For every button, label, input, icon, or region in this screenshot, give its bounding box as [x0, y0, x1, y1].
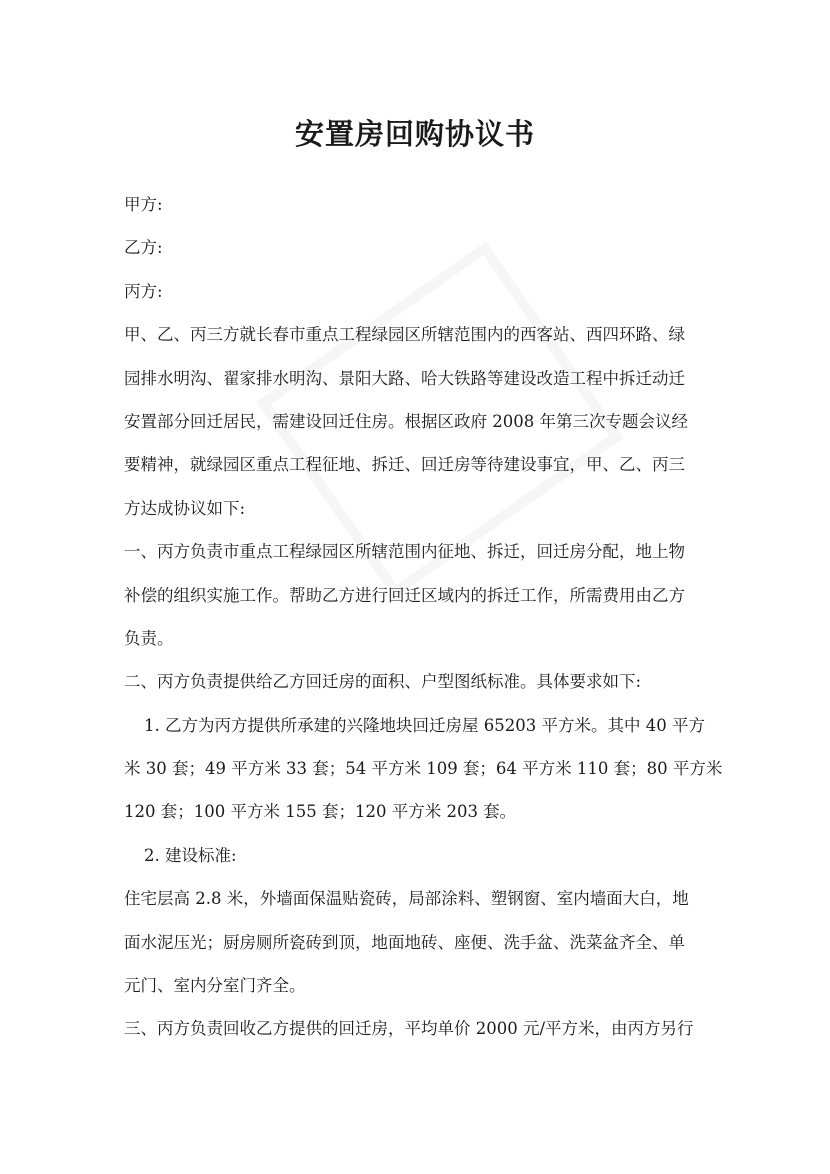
- text-line: 三、丙方负责回收乙方提供的回迁房，平均单价 2000 元/平方米，由丙方另行: [124, 1019, 694, 1039]
- text-line: 面水泥压光；厨房厕所瓷砖到顶，地面地砖、座便、洗手盆、洗菜盆齐全、单: [124, 932, 685, 952]
- list-item: 1. 乙方为丙方提供所承建的兴隆地块回迁房屋 65203 平方米。其中 40 平方: [144, 715, 705, 735]
- text-line: 120 套；100 平方米 155 套；120 平方米 203 套。: [124, 802, 517, 822]
- text-line: 负责。: [124, 628, 174, 648]
- party-a-label: 甲方:: [124, 195, 163, 214]
- party-b-label: 乙方:: [124, 238, 163, 258]
- document-body: [124, 190, 723, 1058]
- text-line: 二、丙方负责提供给乙方回迁房的面积、户型图纸标准。具体要求如下:: [124, 672, 642, 692]
- text-line: 要精神，就绿园区重点工程征地、拆迁、回迁房等待建设事宜，甲、乙、丙三: [124, 455, 685, 475]
- text-line: 一、丙方负责市重点工程绿园区所辖范围内征地、拆迁，回迁房分配，地上物: [124, 542, 685, 562]
- list-item: 2. 建设标准:: [144, 845, 237, 865]
- party-c-label: 丙方:: [124, 281, 163, 301]
- text-line: 安置部分回迁居民，需建设回迁住房。根据区政府 2008 年第三次专题会议经: [124, 411, 688, 431]
- text-line: 米 30 套；49 平方米 33 套；54 平方米 109 套；64 平方米 110 套；80 平方米: [124, 759, 723, 779]
- text-line: 甲、乙、丙三方就长春市重点工程绿园区所辖范围内的西客站、西四环路、绿: [124, 325, 685, 345]
- text-line: 园排水明沟、翟家排水明沟、景阳大路、哈大铁路等建设改造工程中拆迁动迁: [124, 368, 685, 388]
- text-line: 补偿的组织实施工作。帮助乙方进行回迁区域内的拆迁工作，所需费用由乙方: [124, 585, 685, 605]
- text-line: 元门、室内分室门齐全。: [124, 976, 306, 996]
- text-line: 住宅层高 2.8 米，外墙面保温贴瓷砖，局部涂料、塑钢窗、室内墙面大白，地: [124, 889, 689, 909]
- document-title: 安置房回购协议书: [294, 117, 535, 151]
- text-line: 方达成协议如下:: [124, 498, 246, 518]
